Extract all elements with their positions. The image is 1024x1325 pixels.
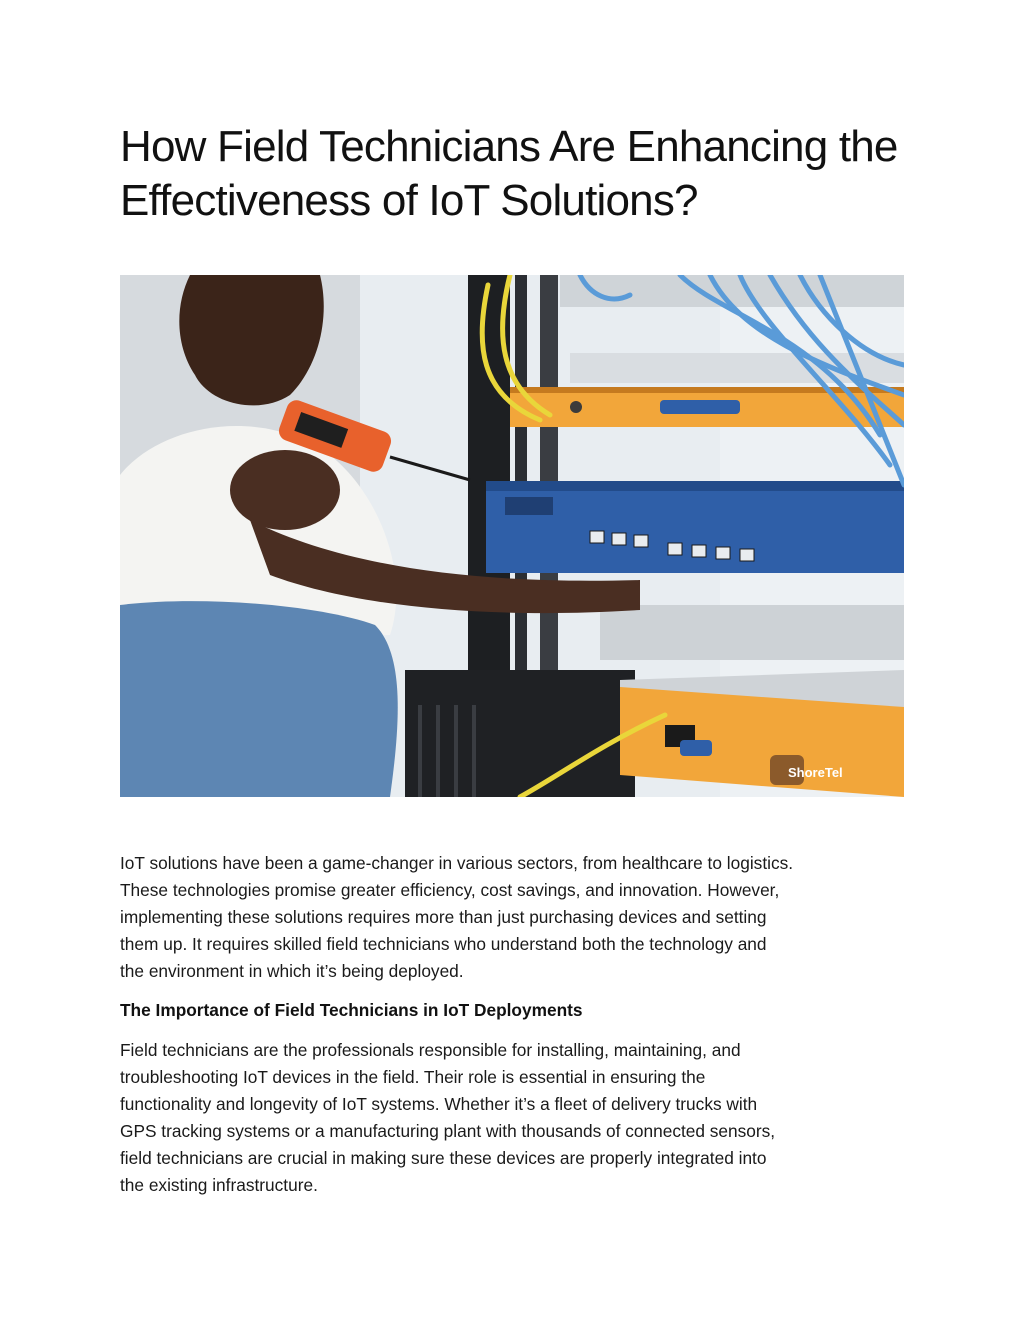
page-title: How Field Technicians Are Enhancing the Effectiveness of IoT Solutions?	[120, 122, 898, 225]
section-paragraph: Field technicians are the professionals responsible for installing, maintaining, and troubleshooting IoT devices in the field. Their role is essential in ensuring the functionality and longevity of IoT systems. Whether it’s a fleet of delivery trucks with GPS tracking systems or a manufacturing plant with thousands of connected sensors, field technicians are crucial in making sure these devices are properly integrated into the existing infrastructure.	[120, 1040, 776, 1195]
section-heading: The Importance of Field Technicians in IoT Deployments	[120, 1000, 583, 1020]
technician-photo	[120, 275, 904, 797]
intro-paragraph: IoT solutions have been a game-changer in various sectors, from healthcare to logistics. These technologies promise greater efficiency, cost savings, and innovation. However, implementing these solutions requires more than just purchasing devices and setting them up. It requires skilled field technicians who understand both the technology and the environment in which it’s being deployed.	[120, 853, 794, 981]
shoretel-logo-text: ShoreTel	[788, 765, 843, 780]
article-body	[120, 850, 920, 1211]
